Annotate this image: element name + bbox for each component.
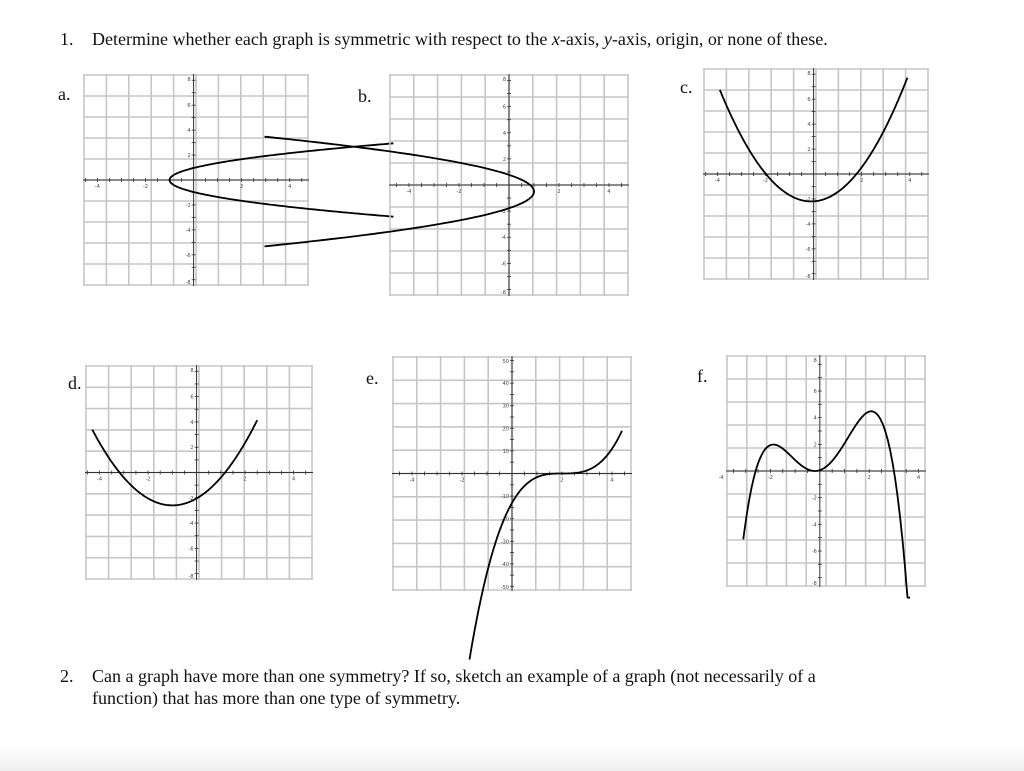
y-tick-label: 10	[502, 448, 509, 455]
y-variable: y	[603, 29, 612, 49]
y-tick-label: -2	[811, 495, 817, 502]
y-tick-label: -20	[500, 516, 509, 523]
y-tick-label: 2	[502, 156, 506, 163]
x-tick-label: -2	[767, 475, 773, 481]
graph-curve	[92, 420, 257, 505]
panel-label-f: f.	[697, 366, 708, 386]
y-tick-label: 2	[813, 442, 817, 449]
x-tick-label: -2	[145, 476, 151, 483]
y-tick-label: -2	[805, 196, 811, 203]
y-tick-label: 40	[502, 381, 509, 388]
x-tick-label: 4	[292, 476, 296, 483]
question-1-number: 1.	[60, 29, 74, 49]
y-tick-label: -6	[188, 546, 194, 553]
y-tick-label: 8	[187, 77, 191, 83]
y-tick-label: -6	[501, 261, 506, 268]
panel-label-d: d.	[68, 373, 82, 393]
y-tick-label: 6	[187, 103, 191, 110]
y-tick-label: -8	[188, 574, 194, 580]
x-tick-label: 4	[916, 475, 921, 481]
question-2-number: 2.	[60, 666, 74, 686]
page-bottom-edge	[0, 745, 1024, 771]
question-2-line-2: function) that has more than one type of symmetry.	[92, 688, 461, 708]
x-tick-label: 2	[243, 476, 247, 483]
y-tick-label: -40	[500, 561, 509, 568]
panel-label-a: a.	[58, 84, 71, 104]
y-tick-label: -2	[501, 209, 506, 216]
y-tick-label: 8	[502, 77, 506, 83]
y-tick-label: 2	[807, 147, 811, 154]
y-tick-label: 6	[813, 389, 817, 395]
y-tick-label: 6	[807, 97, 811, 104]
y-tick-label: 4	[502, 130, 506, 137]
y-tick-label: -50	[500, 585, 509, 591]
y-tick-label: -4	[811, 522, 817, 529]
y-tick-label: 6	[502, 104, 506, 111]
y-tick-label: -2	[185, 202, 191, 209]
x-tick-label: -2	[763, 178, 769, 184]
panel-label-e: e.	[366, 368, 379, 388]
question-1	[60, 28, 990, 50]
y-tick-label: 4	[813, 415, 817, 422]
question-1-text-part: -axis, origin, or none of these.	[611, 29, 828, 49]
y-tick-label: -8	[811, 581, 817, 587]
y-tick-label: -8	[501, 290, 506, 296]
y-tick-label: -6	[805, 246, 811, 253]
graph-a	[83, 74, 309, 286]
graph-curve	[470, 431, 623, 660]
y-tick-label: -4	[501, 235, 506, 242]
x-tick-label: 2	[240, 184, 244, 190]
x-tick-label: -4	[409, 477, 415, 484]
panel-label-b: b.	[358, 86, 372, 106]
x-tick-label: 2	[867, 475, 871, 481]
y-tick-label: 2	[190, 445, 194, 452]
x-tick-label: -2	[459, 477, 465, 484]
graph-e	[392, 356, 632, 591]
x-tick-label: 2	[557, 189, 561, 195]
y-tick-label: -8	[805, 274, 811, 280]
y-tick-label: 6	[190, 394, 194, 401]
x-tick-label: 4	[288, 184, 292, 190]
x-tick-label: 4	[610, 477, 614, 484]
y-tick-label: -30	[500, 539, 509, 546]
y-tick-label: 50	[502, 359, 509, 365]
y-tick-label: -6	[811, 549, 817, 555]
y-tick-label: 4	[807, 122, 811, 129]
x-tick-label: -4	[94, 184, 100, 190]
x-tick-label: -4	[714, 178, 720, 184]
x-tick-label: 4	[607, 189, 611, 195]
x-tick-label: -4	[97, 476, 103, 483]
y-tick-label: -4	[185, 227, 191, 234]
y-tick-label: 30	[502, 403, 509, 410]
x-tick-label: -4	[718, 475, 724, 481]
y-tick-label: 8	[813, 358, 817, 364]
question-2-line-1: Can a graph have more than one symmetry? If so, sketch an example of a graph (not necessarily of a	[92, 666, 816, 686]
graph-d	[85, 365, 313, 580]
graph-f	[718, 355, 926, 587]
question-1-text	[92, 29, 828, 49]
x-tick-label: -2	[456, 189, 462, 195]
y-tick-label: 4	[190, 419, 194, 426]
x-tick-label: 2	[860, 178, 864, 184]
x-tick-label: -2	[143, 184, 149, 190]
question-1-text-part: -axis,	[559, 29, 604, 49]
y-tick-label: -2	[188, 495, 194, 502]
question-1-text-part: Determine whether each graph is symmetric with respect to the	[92, 29, 552, 49]
x-variable: x	[551, 29, 560, 49]
y-tick-label: -6	[185, 252, 191, 259]
x-tick-label: -4	[406, 189, 412, 195]
panel-label-c: c.	[680, 77, 693, 97]
x-tick-label: 2	[560, 477, 564, 484]
x-tick-label: 4	[908, 178, 912, 184]
y-tick-label: 4	[187, 128, 191, 135]
y-tick-label: -4	[188, 521, 194, 528]
y-tick-label: 2	[187, 153, 191, 160]
question-2	[60, 665, 960, 709]
y-tick-label: 8	[190, 368, 194, 374]
graph-c	[703, 68, 929, 280]
y-tick-label: 8	[807, 71, 811, 77]
y-tick-label: -4	[805, 221, 811, 228]
y-tick-label: 20	[502, 426, 509, 433]
y-tick-label: -8	[185, 280, 191, 286]
graph-b	[389, 74, 629, 296]
y-tick-label: -10	[500, 494, 509, 501]
